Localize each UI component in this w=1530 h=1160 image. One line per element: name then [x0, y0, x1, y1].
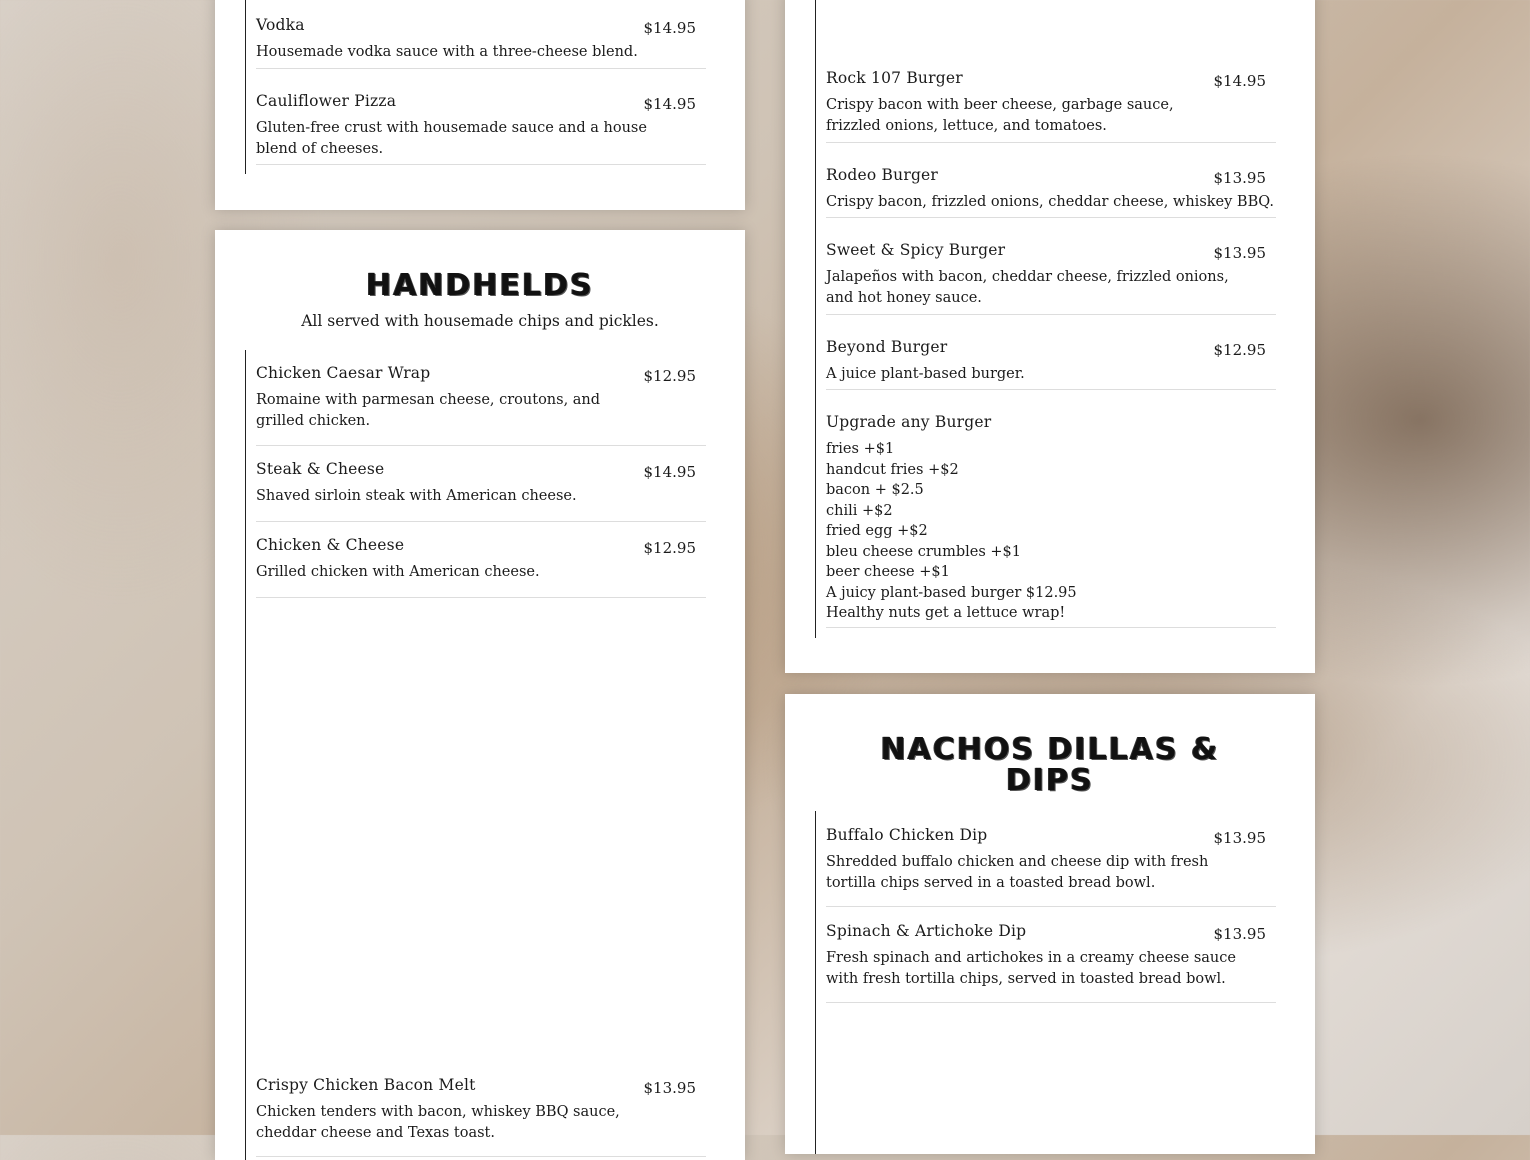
- item-price: $13.95: [1213, 244, 1266, 262]
- item-name: Cauliflower Pizza: [256, 92, 397, 110]
- section-title-line: DIPS: [1006, 763, 1094, 798]
- item-price: $14.95: [1213, 72, 1266, 90]
- item-description: Romaine with parmesan cheese, croutons, and grilled chicken.: [256, 392, 601, 429]
- item-name: Chicken Caesar Wrap: [256, 364, 431, 382]
- item-description: Grilled chicken with American cheese.: [256, 564, 540, 580]
- menu-item-upgrade-any-burger[interactable]: [826, 413, 1276, 628]
- menu-item-cauliflower-pizza[interactable]: [256, 92, 706, 165]
- item-name: Buffalo Chicken Dip: [826, 826, 988, 844]
- section-title: [785, 734, 1315, 796]
- item-name: Rodeo Burger: [826, 166, 939, 184]
- upgrade-options: [826, 439, 1077, 624]
- menu-item-beyond-burger[interactable]: [826, 338, 1276, 390]
- section-subtitle: All served with housemade chips and pickles.: [301, 312, 659, 330]
- item-description: Gluten-free crust with housemade sauce and a house blend of cheeses.: [256, 120, 647, 157]
- item-description: Housemade vodka sauce with a three-cheese blend.: [256, 44, 638, 60]
- item-name: Spinach & Artichoke Dip: [826, 922, 1027, 940]
- menu-item-sweet-spicy-burger[interactable]: [826, 241, 1276, 315]
- item-description: Crispy bacon, frizzled onions, cheddar cheese, whiskey BBQ.: [826, 194, 1275, 210]
- menu-item-rodeo-burger[interactable]: [826, 166, 1276, 218]
- item-name: Crispy Chicken Bacon Melt: [256, 1076, 476, 1094]
- item-description: Shredded buffalo chicken and cheese dip with fresh tortilla chips served in a toasted bread bowl.: [826, 854, 1209, 891]
- item-description: Jalapeños with bacon, cheddar cheese, frizzled onions, and hot honey sauce.: [826, 269, 1229, 306]
- item-description: Chicken tenders with bacon, whiskey BBQ sauce, cheddar cheese and Texas toast.: [256, 1104, 620, 1141]
- item-name: Vodka: [256, 16, 305, 34]
- item-price: $13.95: [1213, 169, 1266, 187]
- burgers-panel: [785, 0, 1315, 673]
- item-name: Sweet & Spicy Burger: [826, 241, 1006, 259]
- menu-item-crispy-chicken-bacon-melt[interactable]: [256, 1076, 706, 1157]
- upgrade-option: bacon + $2.5: [826, 482, 924, 498]
- upgrade-option: fries +$1: [826, 441, 895, 457]
- item-description: Shaved sirloin steak with American cheese.: [256, 488, 577, 504]
- menu-item-chicken-cheese[interactable]: [256, 536, 706, 598]
- item-name: Beyond Burger: [826, 338, 948, 356]
- upgrade-option: handcut fries +$2: [826, 461, 959, 478]
- section-title: HANDHELDS: [366, 268, 594, 303]
- item-description: Crispy bacon with beer cheese, garbage sauce, frizzled onions, lettuce, and tomatoes.: [826, 97, 1174, 134]
- nachos-panel: [785, 694, 1315, 1154]
- item-price: $14.95: [643, 463, 696, 481]
- item-name: Rock 107 Burger: [826, 69, 963, 87]
- section-title-line: NACHOS DILLAS &: [880, 732, 1220, 767]
- menu-item-buffalo-chicken-dip[interactable]: [826, 826, 1276, 907]
- menu-item-spinach-artichoke-dip[interactable]: [826, 922, 1276, 1003]
- item-price: $12.95: [643, 539, 696, 557]
- item-price: $13.95: [1213, 925, 1266, 943]
- menu-item-rock-107-burger[interactable]: [826, 69, 1276, 143]
- pizza-items: [245, 0, 706, 174]
- menu-item-chicken-caesar-wrap[interactable]: [256, 364, 706, 446]
- item-name: Steak & Cheese: [256, 460, 385, 478]
- item-name: Upgrade any Burger: [826, 413, 992, 431]
- item-price: $13.95: [643, 1079, 696, 1097]
- upgrade-option: chili +$2: [826, 502, 893, 519]
- nachos-items: [815, 811, 1276, 1154]
- upgrade-option: Healthy nuts get a lettuce wrap!: [826, 605, 1066, 621]
- upgrade-option: bleu cheese crumbles +$1: [826, 543, 1021, 560]
- item-price: $12.95: [643, 367, 696, 385]
- burgers-items: [815, 0, 1276, 638]
- item-price: $13.95: [1213, 829, 1266, 847]
- menu-item-vodka[interactable]: [256, 16, 706, 69]
- item-description: Fresh spinach and artichokes in a creamy cheese sauce with fresh tortilla chips, served in toasted bread bowl.: [826, 950, 1236, 987]
- item-description: A juice plant-based burger.: [826, 366, 1025, 382]
- menu-item-steak-cheese[interactable]: [256, 460, 706, 522]
- item-price: $14.95: [643, 19, 696, 37]
- item-price: $12.95: [1213, 341, 1266, 359]
- upgrade-option: fried egg +$2: [826, 523, 928, 539]
- pizza-panel: [215, 0, 745, 210]
- item-price: $14.95: [643, 95, 696, 113]
- upgrade-option: beer cheese +$1: [826, 564, 950, 580]
- item-name: Chicken & Cheese: [256, 536, 405, 554]
- handhelds-panel: [215, 230, 745, 1160]
- upgrade-option: A juicy plant-based burger $12.95: [826, 584, 1077, 601]
- handhelds-items: [245, 350, 706, 1160]
